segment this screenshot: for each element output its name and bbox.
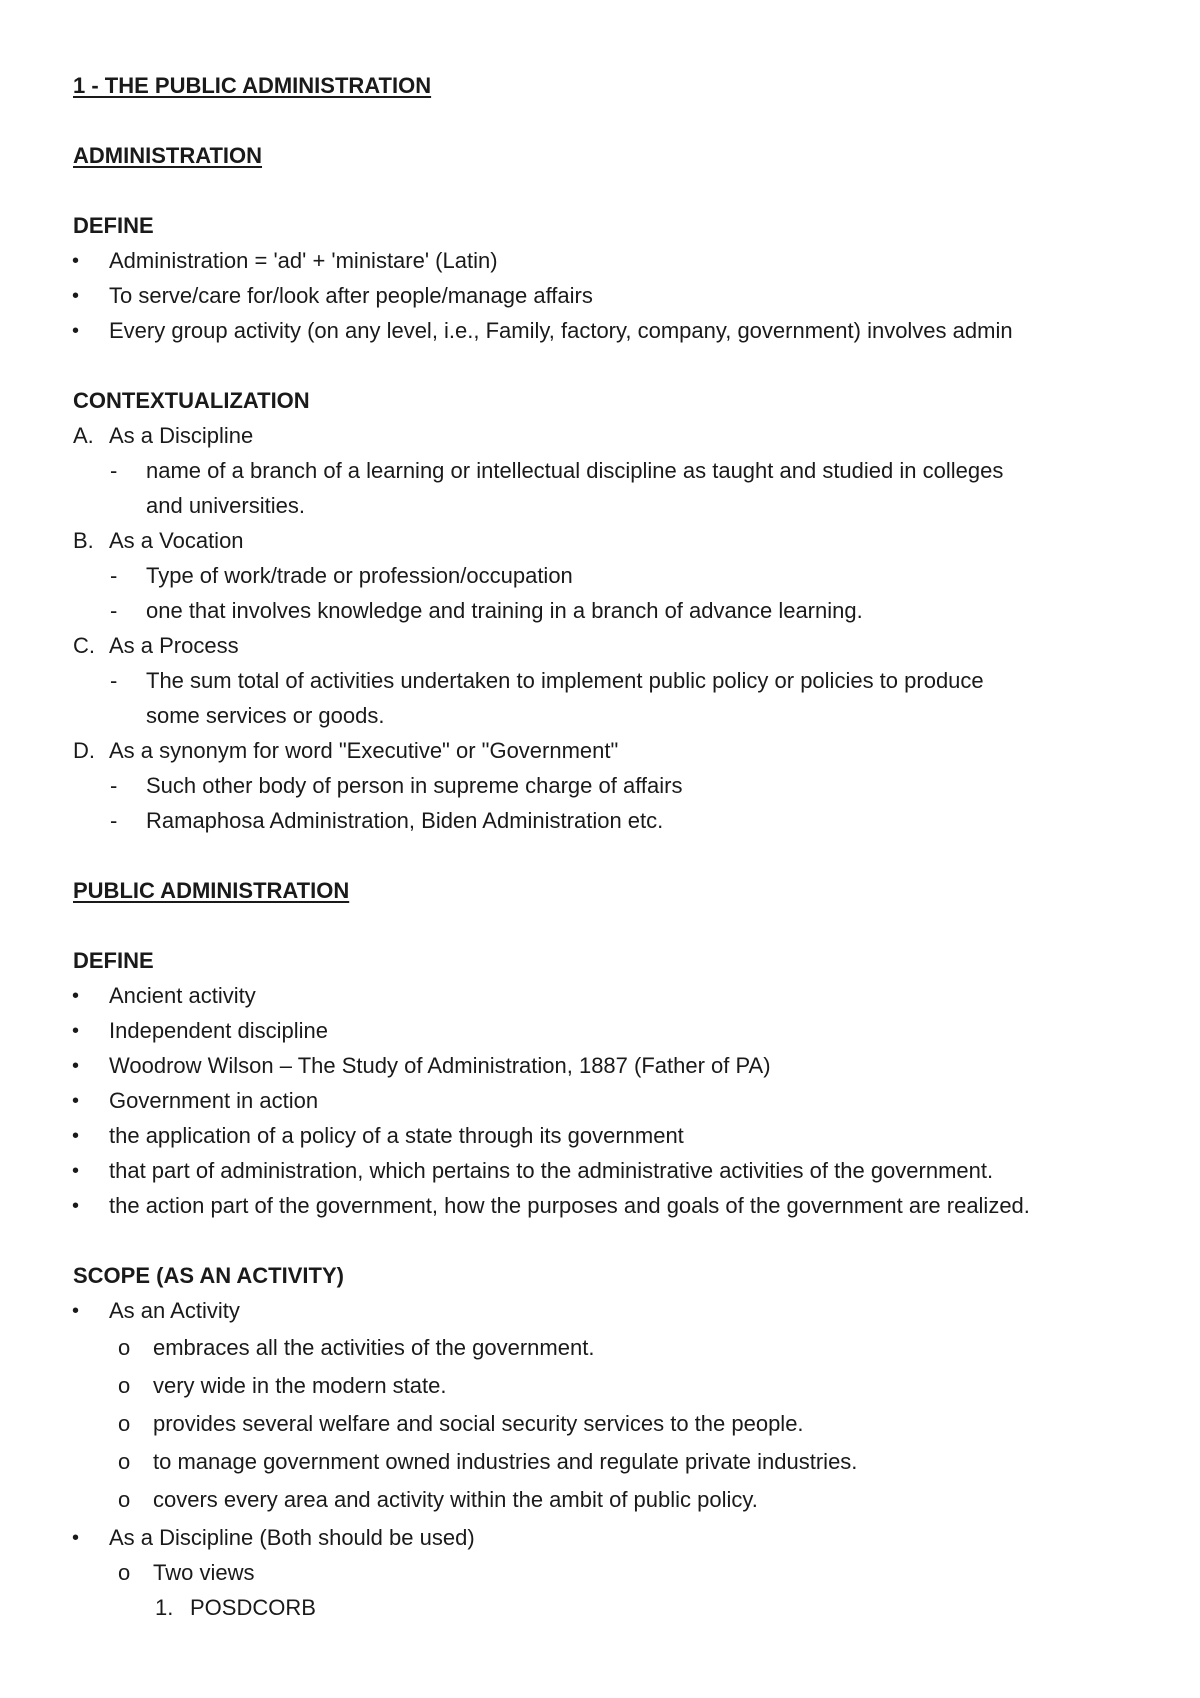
sub-list-item: to manage government owned industries and regulate private industries. <box>153 1449 858 1474</box>
list-item: As a Discipline (Both should be used) <box>109 1525 475 1550</box>
sub-list-item: covers every area and activity within the ambit of public policy. <box>153 1487 758 1512</box>
bullet-icon: • <box>72 1020 80 1042</box>
sub-list-item: very wide in the modern state. <box>153 1373 447 1398</box>
list-item: As a synonym for word "Executive" or "Government" <box>109 738 619 763</box>
list-letter: C. <box>73 633 95 658</box>
circle-bullet-icon: o <box>118 1487 131 1512</box>
list-item: Government in action <box>109 1088 319 1113</box>
subheading-contextualization: CONTEXTUALIZATION <box>73 388 310 413</box>
sub-list-item: Two views <box>153 1560 255 1585</box>
circle-bullet-icon: o <box>118 1449 131 1474</box>
dash-icon: - <box>110 598 118 623</box>
sub-list-item: Such other body of person in supreme charge of affairs <box>146 773 683 798</box>
dash-icon: - <box>110 563 118 588</box>
list-item: Independent discipline <box>109 1018 328 1043</box>
bullet-icon: • <box>72 1195 80 1217</box>
sub-list-item: name of a branch of a learning or intellectual discipline as taught and studied in colleges <box>146 458 1004 483</box>
bullet-icon: • <box>72 1055 80 1077</box>
bullet-icon: • <box>72 1125 80 1147</box>
subheading-define: DEFINE <box>73 213 154 238</box>
list-item: As an Activity <box>109 1298 240 1323</box>
subheading-define: DEFINE <box>73 948 154 973</box>
section-heading-administration: ADMINISTRATION <box>73 143 263 168</box>
bullet-icon: • <box>72 1300 80 1322</box>
sub-list-item: Type of work/trade or profession/occupation <box>146 563 573 588</box>
list-letter: D. <box>73 738 95 763</box>
page-title: 1 - THE PUBLIC ADMINISTRATION <box>73 73 432 98</box>
sub-list-item: provides several welfare and social security services to the people. <box>153 1411 804 1436</box>
list-item: Woodrow Wilson – The Study of Administration, 1887 (Father of PA) <box>109 1053 771 1078</box>
bullet-icon: • <box>72 1527 80 1549</box>
list-letter: B. <box>73 528 94 553</box>
numbered-item: POSDCORB <box>190 1595 316 1620</box>
circle-bullet-icon: o <box>118 1335 131 1360</box>
sub-list-item-continuation: and universities. <box>146 493 305 518</box>
bullet-icon: • <box>72 285 80 307</box>
sub-list-item: The sum total of activities undertaken to implement public policy or policies to produce <box>146 668 984 693</box>
circle-bullet-icon: o <box>118 1411 131 1436</box>
list-number: 1. <box>155 1595 174 1620</box>
list-item: the action part of the government, how the purposes and goals of the government are realized. <box>109 1193 1030 1218</box>
dash-icon: - <box>110 808 118 833</box>
bullet-icon: • <box>72 985 80 1007</box>
bullet-icon: • <box>72 250 80 272</box>
subheading-scope: SCOPE (AS AN ACTIVITY) <box>73 1263 344 1288</box>
bullet-icon: • <box>72 1160 80 1182</box>
list-item: As a Discipline <box>109 423 254 448</box>
dash-icon: - <box>110 668 118 693</box>
section-heading-public-administration: PUBLIC ADMINISTRATION <box>73 878 350 903</box>
list-letter: A. <box>73 423 94 448</box>
sub-list-item-continuation: some services or goods. <box>146 703 385 728</box>
circle-bullet-icon: o <box>118 1560 131 1585</box>
sub-list-item: Ramaphosa Administration, Biden Administration etc. <box>146 808 664 833</box>
sub-list-item: one that involves knowledge and training in a branch of advance learning. <box>146 598 863 623</box>
dash-icon: - <box>110 458 118 483</box>
list-item: Administration = 'ad' + 'ministare' (Latin) <box>109 248 498 273</box>
sub-list-item: embraces all the activities of the government. <box>153 1335 595 1360</box>
bullet-icon: • <box>72 320 80 342</box>
list-item: that part of administration, which pertains to the administrative activities of the government. <box>109 1158 994 1183</box>
list-item: As a Vocation <box>109 528 244 553</box>
list-item: Ancient activity <box>109 983 256 1008</box>
dash-icon: - <box>110 773 118 798</box>
bullet-icon: • <box>72 1090 80 1112</box>
list-item: Every group activity (on any level, i.e., Family, factory, company, government) involves admin <box>109 318 1013 343</box>
list-item: To serve/care for/look after people/manage affairs <box>109 283 593 308</box>
list-item: the application of a policy of a state through its government <box>109 1123 684 1148</box>
circle-bullet-icon: o <box>118 1373 131 1398</box>
list-item: As a Process <box>109 633 239 658</box>
